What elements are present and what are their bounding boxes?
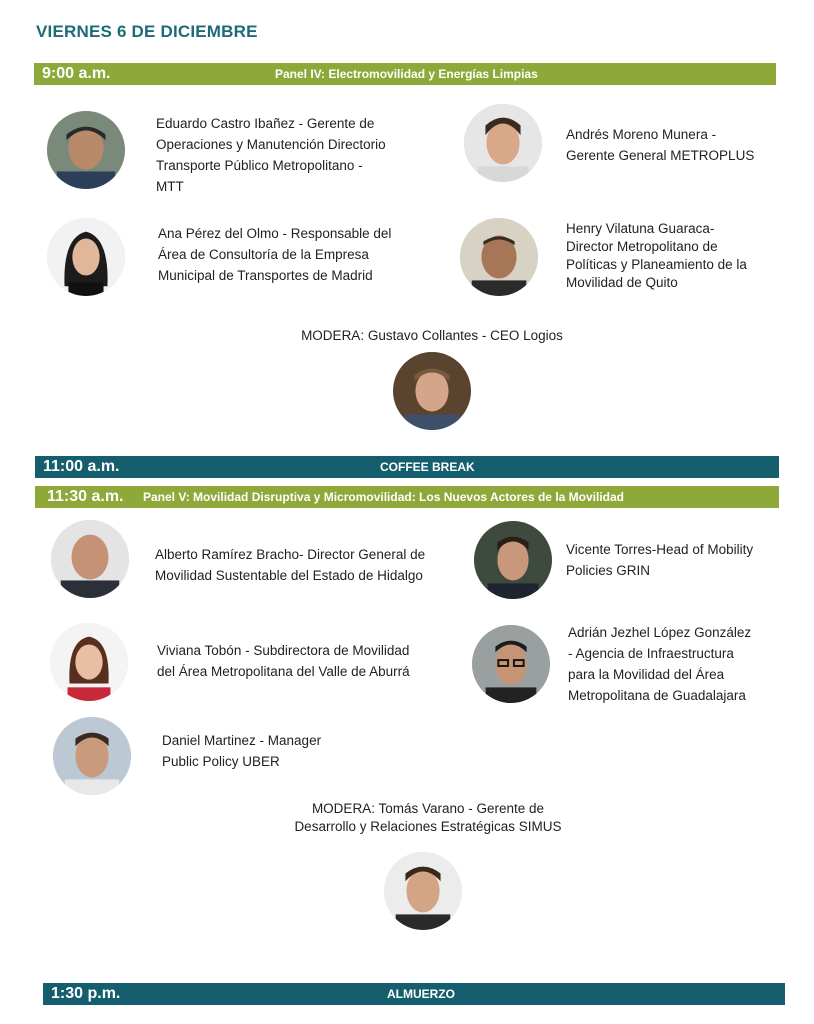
speaker-photo-andres-moreno xyxy=(464,104,542,182)
moderator-text-panel-v xyxy=(228,800,628,836)
moderator-photo-tomas-varano xyxy=(384,852,462,930)
speaker-line: Public Policy UBER xyxy=(162,754,280,769)
speaker-line: Policies GRIN xyxy=(566,563,651,578)
lunch-title: ALMUERZO xyxy=(387,987,455,1001)
speaker-line: Henry Vilatuna Guaraca- xyxy=(566,221,715,236)
speaker-line: Políticas y Planeamiento de la xyxy=(566,257,747,272)
lunch-bar xyxy=(43,983,785,1005)
speaker-line: Movilidad de Quito xyxy=(566,275,678,290)
speaker-line: Gerente General METROPLUS xyxy=(566,148,755,163)
speaker-photo-daniel-martinez xyxy=(53,717,131,795)
speaker-line: del Área Metropolitana del Valle de Aburrá xyxy=(157,664,410,679)
panel-iv-bar xyxy=(34,63,776,85)
speaker-line: Metropolitana de Guadalajara xyxy=(568,688,746,703)
lunch-time: 1:30 p.m. xyxy=(51,985,121,1002)
speaker-line: Eduardo Castro Ibañez - Gerente de xyxy=(156,116,375,131)
speaker-line: para la Movilidad del Área xyxy=(568,667,725,682)
speaker-line: MTT xyxy=(156,179,184,194)
panel-v-bar xyxy=(35,486,779,508)
speaker-line: Alberto Ramírez Bracho- Director General de xyxy=(155,547,426,562)
speaker-photo-eduardo-castro xyxy=(47,111,125,189)
coffee-break-bar xyxy=(35,456,779,478)
moderator-line: MODERA: Tomás Varano - Gerente de xyxy=(311,801,545,816)
speaker-line: Operaciones y Manutención Directorio xyxy=(156,137,386,152)
speaker-text-eduardo-castro xyxy=(156,113,426,197)
moderator-line: MODERA: Gustavo Collantes - CEO Logios xyxy=(301,328,563,343)
speaker-text-viviana-tobon xyxy=(157,640,457,682)
speaker-line: Director Metropolitano de xyxy=(566,239,718,254)
day-title: VIERNES 6 DE DICIEMBRE xyxy=(36,22,258,41)
speaker-line: Ana Pérez del Olmo - Responsable del xyxy=(158,226,392,241)
panel-v-title: Panel V: Movilidad Disruptiva y Micromovilidad: Los Nuevos Actores de la Movilidad xyxy=(143,490,624,504)
moderator-photo-gustavo-collantes xyxy=(393,352,471,430)
speaker-text-daniel-martinez xyxy=(162,730,422,772)
speaker-line: Daniel Martinez - Manager xyxy=(162,733,322,748)
moderator-text-panel-iv xyxy=(232,325,632,346)
speaker-photo-viviana-tobon xyxy=(50,623,128,701)
speaker-text-andres-moreno xyxy=(566,124,762,166)
speaker-line: - Agencia de Infraestructura xyxy=(568,646,734,661)
speaker-line: Vicente Torres-Head of Mobility xyxy=(566,542,754,557)
speaker-line: Transporte Público Metropolitano - xyxy=(156,158,363,173)
speaker-text-vicente-torres xyxy=(566,539,786,581)
speaker-line: Adrián Jezhel López González xyxy=(568,625,752,640)
speaker-text-ana-perez xyxy=(158,223,418,286)
panel-iv-title: Panel IV: Electromovilidad y Energías Limpias xyxy=(275,67,538,81)
speaker-line: Movilidad Sustentable del Estado de Hidalgo xyxy=(155,568,423,583)
coffee-break-time: 11:00 a.m. xyxy=(43,458,120,475)
panel-v-time: 11:30 a.m. xyxy=(47,488,124,505)
speaker-photo-ana-perez xyxy=(47,218,125,296)
speaker-line: Viviana Tobón - Subdirectora de Movilidad xyxy=(157,643,410,658)
coffee-break-title: COFFEE BREAK xyxy=(380,460,475,474)
panel-iv-time: 9:00 a.m. xyxy=(42,65,111,82)
speaker-text-henry-vilatuna xyxy=(566,220,762,292)
speaker-photo-henry-vilatuna xyxy=(460,218,538,296)
speaker-photo-vicente-torres xyxy=(474,521,552,599)
speaker-photo-alberto-ramirez xyxy=(51,520,129,598)
speaker-text-alberto-ramirez xyxy=(155,544,455,586)
speaker-line: Andrés Moreno Munera - xyxy=(566,127,717,142)
speaker-photo-adrian-lopez xyxy=(472,625,550,703)
speaker-text-adrian-lopez xyxy=(568,622,788,706)
speaker-line: Municipal de Transportes de Madrid xyxy=(158,268,373,283)
speaker-line: Área de Consultoría de la Empresa xyxy=(158,247,369,262)
moderator-line: Desarrollo y Relaciones Estratégicas SIMUS xyxy=(294,819,562,834)
